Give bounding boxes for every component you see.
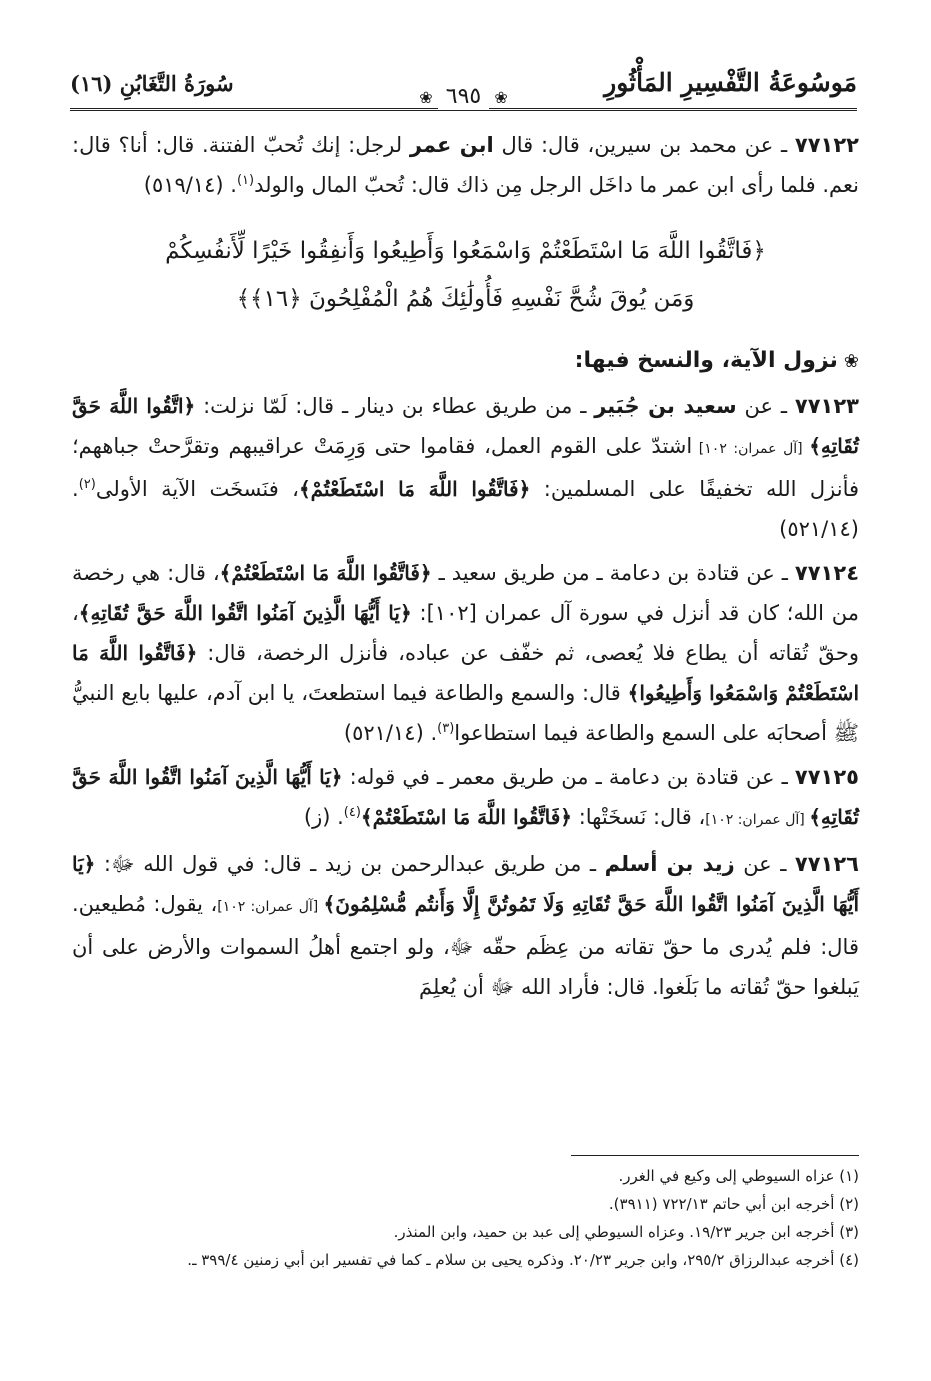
entry-text: ـ عن محمد بن سيرين، قال: قال: [493, 133, 795, 157]
footnote-item: (٤) أخرجه عبدالرزاق ٢٩٥/٢، وابن جرير ٢٠/٢٣. وذكره يحيى بن سلام ـ كما في تفسير ابن أبي زمنين ٣٩٩/٤ ـ.: [187, 1251, 859, 1269]
ornament-icon: ❀: [494, 88, 508, 107]
quran-quote: ﴿يَا أَيُّهَا الَّذِينَ آمَنُوا اتَّقُوا اللَّهَ حَقَّ تُقَاتِهِ﴾: [78, 601, 412, 625]
entry-77125: [72, 757, 859, 840]
quran-quote: ﴿يَا أَيُّهَا الَّذِينَ آمَنُوا اتَّقُوا اللَّهَ حَقَّ تُقَاتِهِ﴾: [72, 765, 859, 829]
entry-77124: [72, 553, 859, 753]
footnote-item: (٣) أخرجه ابن جرير ١٩/٢٣. وعزاه السيوطي إلى عبد بن حميد، وابن المنذر.: [393, 1223, 859, 1241]
entry-text: ، قال: هي رخصة من الله؛ كان قد أنزل في سورة آل عمران [١٠٢]:: [72, 561, 860, 625]
entry-text: ، فنَسخَت الآية الأولى: [95, 477, 299, 501]
footnote-marker[interactable]: (٤): [343, 805, 361, 820]
entry-number: ٧٧١٢٤: [794, 561, 860, 585]
volume-reference: . (ز): [303, 805, 344, 829]
quran-quote: ﴿فَاتَّقُوا اللَّهَ مَا اسْتَطَعْتُمْ وَاسْمَعُوا وَأَطِيعُوا﴾: [72, 641, 860, 705]
entry-number: ٧٧١٢٣: [794, 394, 859, 418]
entry-text: ـ عن قتادة بن دعامة ـ من طريق معمر ـ في قوله:: [342, 765, 795, 789]
surah-reference: [آل عمران: ١٠٢]: [692, 441, 810, 457]
entry-text: ـ عن: [734, 852, 795, 876]
verse-line: وَمَن يُوقَ شُحَّ نَفْسِهِ فَأُولَٰئِكَ هُمُ الْمُفْلِحُونَ ﴿١٦﴾﴾: [236, 286, 695, 312]
entry-77126: [72, 844, 859, 1007]
entry-text: ـ عن: [736, 394, 795, 418]
surah-reference: [آل عمران: ١٠٢]: [217, 899, 324, 915]
quran-quote: ﴿فَاتَّقُوا اللَّهَ مَا اسْتَطَعْتُمْ﴾: [298, 477, 531, 501]
main-text: [72, 125, 859, 1011]
surah-title: سُورَةُ التَّغَابُنِ (١٦): [70, 71, 234, 96]
entry-text: قال: والسمع والطاعة فيما استطعتَ، يا ابن آدم، عليها بايع النبيُّ ﷺ أصحابَه على السمع والطاعة فيما استطاعوا: [72, 681, 859, 745]
narrator-name: زيد بن أسلم: [604, 852, 735, 876]
entry-text: ، قال: نَسخَتْها:: [572, 805, 706, 829]
entry-number: ٧٧١٢٢: [794, 133, 859, 157]
entry-text: لرجل: إنك تُحبّ الفتنة. قال: أنا؟ قال: نعم. فلما رأى ابن عمر ما داخَل الرجل مِن ذاك قال: تُحبّ المال والولد: [72, 133, 859, 197]
footnote-item: (١) عزاه السيوطي إلى وكيع في الغرر.: [618, 1167, 859, 1185]
section-title: نزول الآية، والنسخ فيها:: [574, 348, 838, 373]
section-heading: [72, 341, 859, 382]
flower-icon: ❀: [843, 351, 859, 372]
page-header: [70, 66, 857, 109]
footnotes: [72, 1162, 859, 1274]
entry-text: ـ عن قتادة بن دعامة ـ من طريق سعيد ـ: [431, 561, 795, 585]
entry-text: ، وحقّ تُقاته أن يطاع فلا يُعصى، ثم خفّف عن عباده، فأنزل الرخصة، قال:: [72, 601, 860, 665]
footnote-item: (٢) أخرجه ابن أبي حاتم ٧٢٢/١٣ (٣٩١١).: [608, 1195, 859, 1213]
entry-77123: [72, 386, 859, 549]
quran-quote: ﴿فَاتَّقُوا اللَّهَ مَا اسْتَطَعْتُمْ﴾: [219, 561, 432, 585]
narrator-name: ابن عمر: [409, 133, 494, 157]
page-number: ٦٩٥: [438, 84, 489, 109]
footnote-marker[interactable]: (٢): [78, 477, 96, 492]
quran-quote: ﴿فَاتَّقُوا اللَّهَ مَا اسْتَطَعْتُمْ﴾: [360, 805, 573, 829]
footnote-marker[interactable]: (٣): [437, 721, 455, 736]
footnote-marker[interactable]: (١): [236, 173, 255, 188]
entry-text: اشتدّ على القوم العمل، فقاموا حتى وَرِمَتْ عراقيبهم وتقرَّحتْ جباههم؛ فأنزل الله تخفيفًا على المسلمين:: [72, 434, 860, 501]
entry-text: ـ من طريق عبدالرحمن بن زيد ـ قال: في قول الله ﷻ:: [95, 852, 605, 876]
surah-reference: [آل عمران: ١٠٢]: [705, 812, 810, 828]
entry-number: ٧٧١٢٥: [794, 765, 859, 789]
verse-line: ﴿فَاتَّقُوا اللَّهَ مَا اسْتَطَعْتُمْ وَاسْمَعُوا وَأَطِيعُوا وَأَنفِقُوا خَيْرًا لِّأَنفُسِكُمْ: [165, 238, 766, 264]
entry-number: ٧٧١٢٦: [794, 852, 859, 876]
entry-text: ، يقول: مُطيعين. قال: فلم يُدرى ما حقّ تقاته من عِظَم حقّه ﷻ، ولو اجتمع أهلُ السموات والأرض على أن يَبلغوا حقّ تُقاته ما بَلَغوا. قال: فأراد الله ﷻ أن يُعلِمَ: [72, 892, 859, 999]
entry-text: ـ من طريق عطاء بن دينار ـ قال: لَمّا نزلت:: [195, 394, 595, 418]
narrator-name: سعيد بن جُبَير: [594, 394, 737, 418]
entry-77122: [72, 125, 859, 205]
volume-reference: . (٥٢١/١٤): [72, 477, 859, 541]
quran-verse: [72, 227, 859, 323]
ornament-icon: ❀: [419, 88, 433, 107]
volume-reference: . (٥١٩/١٤): [143, 173, 237, 197]
quran-quote: ﴿اتَّقُوا اللَّهَ حَقَّ تُقَاتِهِ﴾: [72, 394, 859, 458]
volume-reference: . (٥٢١/١٤): [343, 721, 438, 745]
book-title: مَوسُوعَةُ التَّفْسِيرِ المَأْثُورِ: [604, 68, 857, 97]
quran-quote: ﴿يَا أَيُّهَا الَّذِينَ آمَنُوا اتَّقُوا اللَّهَ حَقَّ تُقَاتِهِ وَلَا تَمُوتُنَّ إِلَّا وَأَنتُم مُّسْلِمُونَ﴾: [72, 852, 860, 916]
footnote-separator: [571, 1155, 859, 1156]
